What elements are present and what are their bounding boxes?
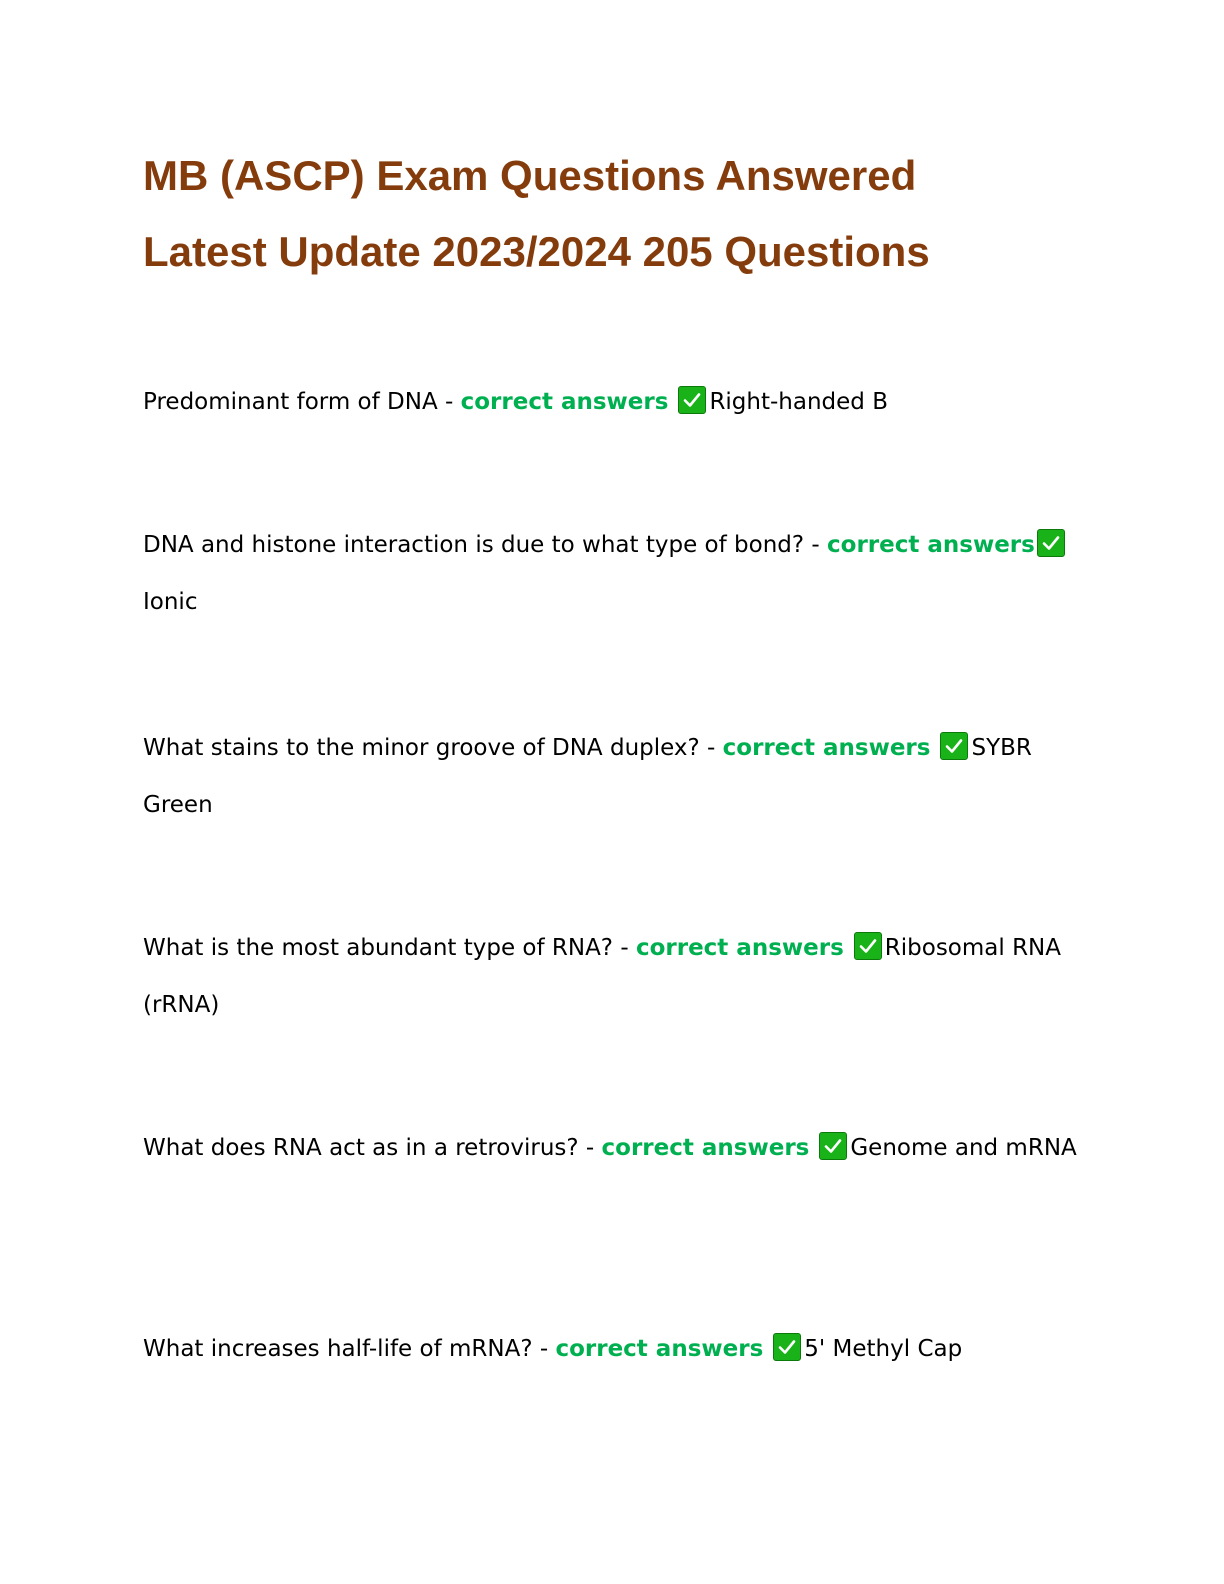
separator: - (804, 532, 828, 558)
answer-marker: correct answers (635, 935, 844, 961)
qa-item (143, 1321, 1083, 1378)
answer-text: Right-handed B (709, 389, 888, 415)
question-text: What is the most abundant type of RNA? (143, 935, 614, 961)
qa-item (143, 1120, 1083, 1177)
question-text: DNA and histone interaction is due to what type of bond? (143, 532, 805, 558)
separator: - (437, 389, 461, 415)
separator: - (613, 935, 636, 961)
check-mark-icon (678, 386, 706, 414)
answer-text: Ionic (143, 589, 198, 615)
answer-marker: correct answers (601, 1135, 810, 1161)
qa-item (143, 517, 1083, 631)
question-text: What increases half-life of mRNA? (143, 1336, 533, 1362)
answer-marker: correct answers (460, 389, 669, 415)
qa-item (143, 374, 1083, 431)
check-mark-icon (854, 932, 882, 960)
qa-item (143, 920, 1083, 1034)
answer-text: SYBR Green (143, 735, 1032, 818)
answer-marker: correct answers (827, 532, 1035, 558)
title-line-2: Latest Update 2023/2024 205 Questions (143, 228, 930, 275)
answer-marker: correct answers (722, 735, 931, 761)
check-mark-icon (819, 1132, 847, 1160)
question-text: What does RNA act as in a retrovirus? (143, 1135, 579, 1161)
answer-marker: correct answers (555, 1336, 764, 1362)
answer-text: Ribosomal RNA (rRNA) (143, 935, 1061, 1018)
question-text: Predominant form of DNA (143, 389, 438, 415)
qa-item (143, 720, 1083, 834)
separator: - (578, 1135, 602, 1161)
check-mark-icon (773, 1333, 801, 1361)
check-mark-icon (940, 732, 968, 760)
separator: - (699, 735, 723, 761)
document-title (143, 138, 1103, 290)
title-line-1: MB (ASCP) Exam Questions Answered (143, 152, 917, 199)
answer-text: Genome and mRNA (850, 1135, 1077, 1161)
check-mark-icon (1037, 529, 1065, 557)
separator: - (532, 1336, 556, 1362)
question-text: What stains to the minor groove of DNA duplex? (143, 735, 700, 761)
answer-text: 5' Methyl Cap (804, 1336, 963, 1362)
